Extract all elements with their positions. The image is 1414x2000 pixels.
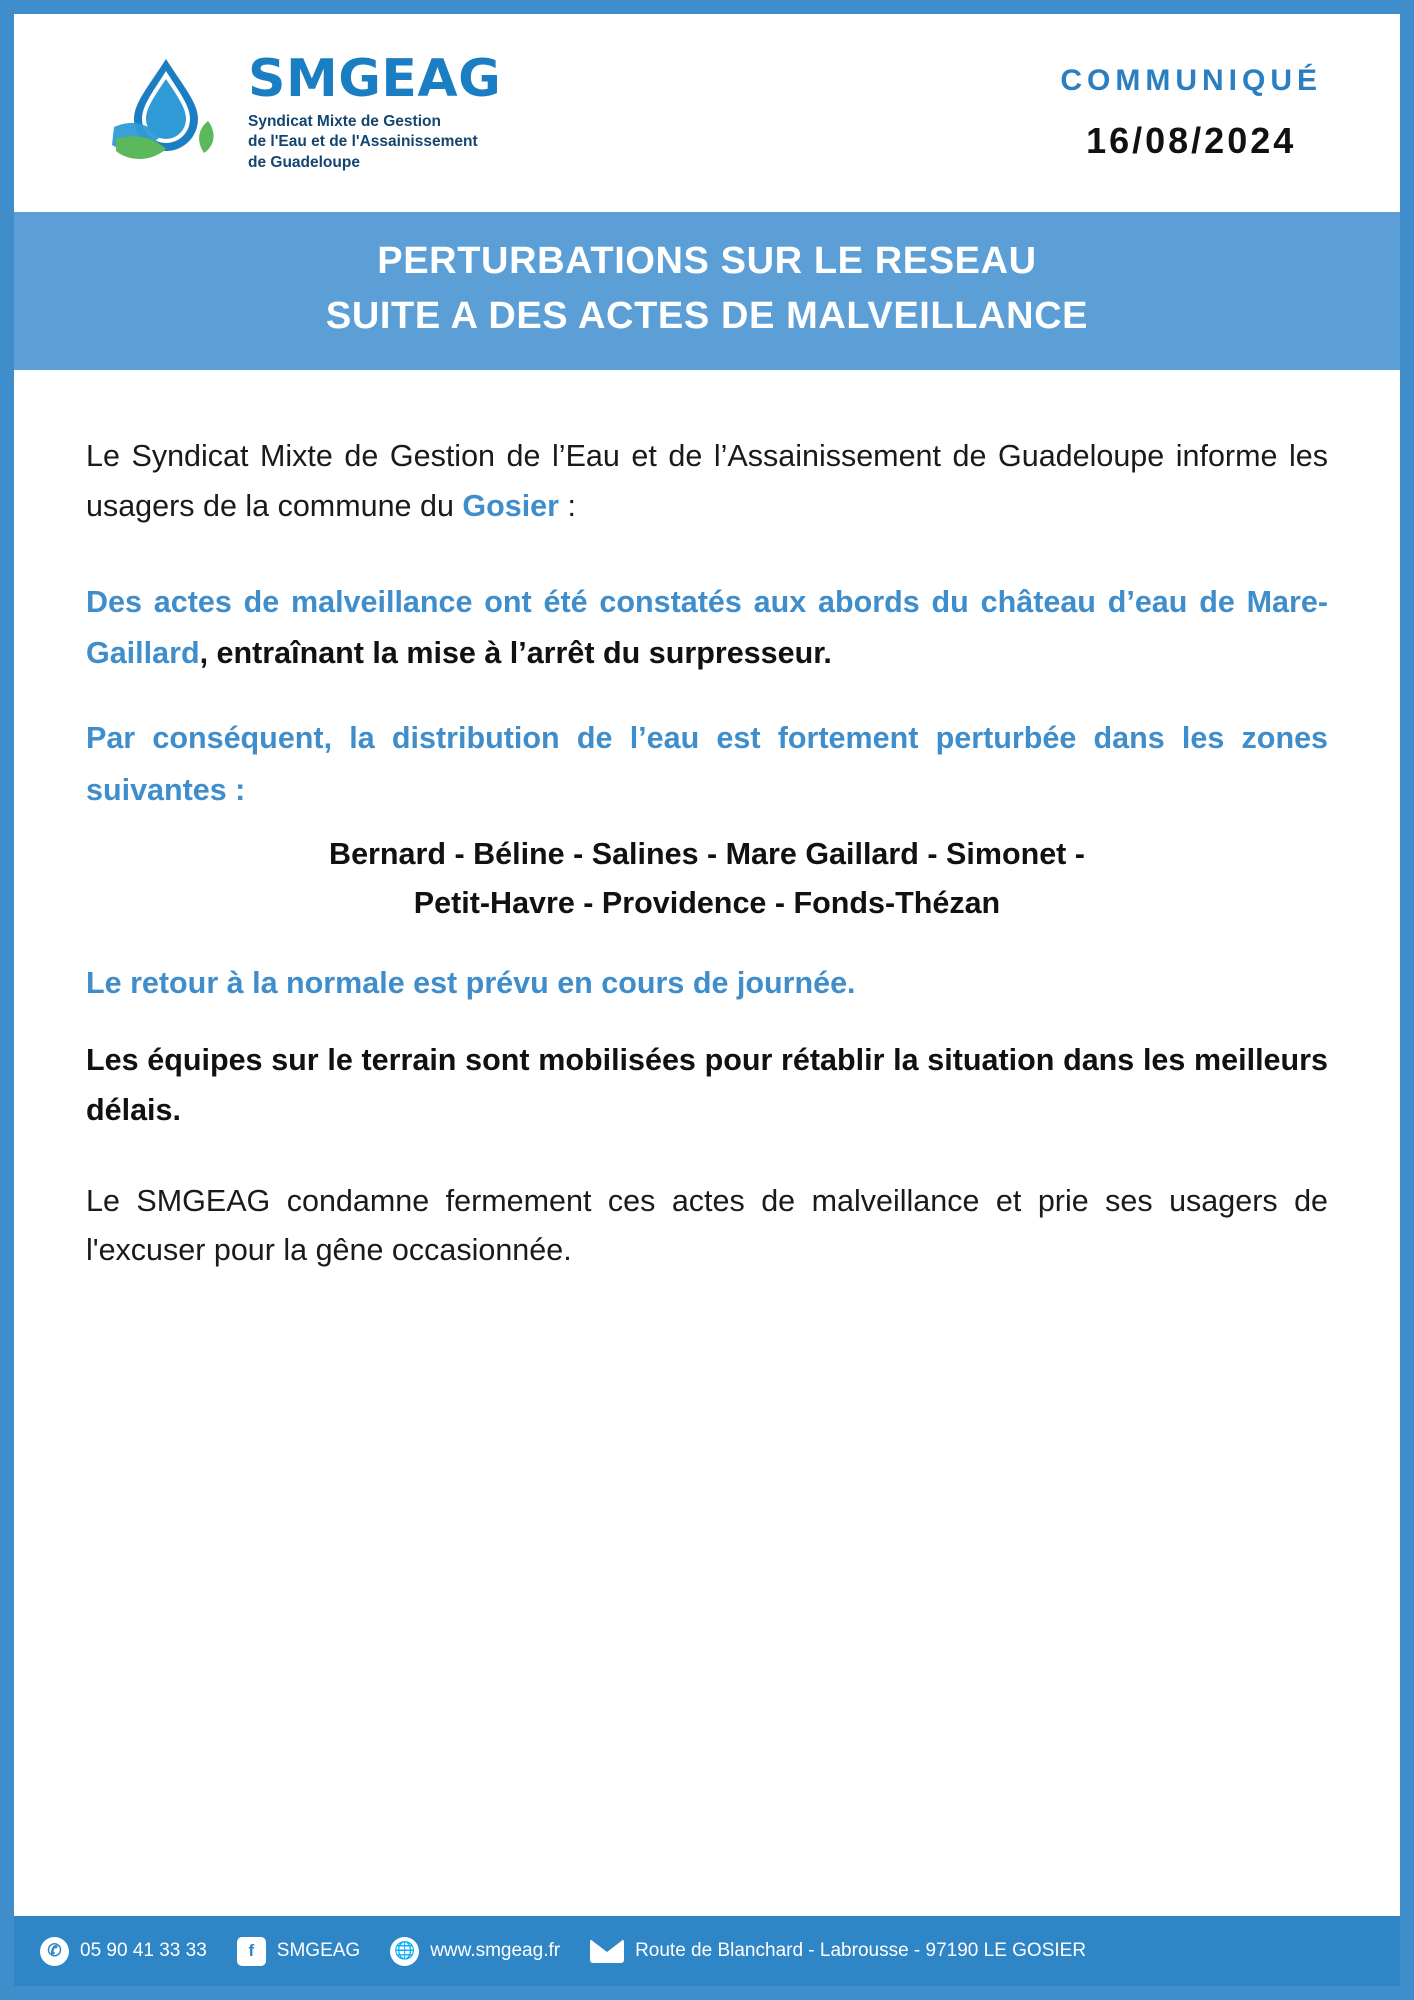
poster-sheet <box>14 14 1400 1986</box>
brand-subtitle-line-1: Syndicat Mixte de Gestion <box>248 112 441 130</box>
vandalism-consequence: , entraînant la mise à l’arrêt du surpresseur. <box>199 636 832 671</box>
brand-subtitle-line-3: de Guadeloupe <box>248 153 360 171</box>
footer <box>14 1916 1400 1986</box>
globe-icon[interactable]: 🌐 <box>390 1937 419 1966</box>
brand-logo <box>104 48 502 174</box>
intro-text-part2: : <box>559 488 576 523</box>
disruption-paragraph: Par conséquent, la distribution de l’eau est fortement perturbée dans les zones suivantes : <box>86 721 1328 807</box>
affected-zones-line-2: Petit-Havre - Providence - Fonds-Thézan <box>413 886 1001 921</box>
water-drop-logo-icon <box>104 53 232 173</box>
footer-address <box>590 1939 1086 1963</box>
intro-text-part1: Le Syndicat Mixte de Gestion de l’Eau et de l’Assainissement de Guadeloupe informe les usagers de la commune du <box>86 439 1328 523</box>
intro-commune-name: Gosier <box>462 488 560 523</box>
footer-phone <box>40 1937 207 1966</box>
teams-mobilised-paragraph: Les équipes sur le terrain sont mobilisées pour rétablir la situation dans les meilleurs délais. <box>86 1043 1328 1127</box>
title-line-1: PERTURBATIONS SUR LE RESEAU <box>377 240 1037 282</box>
title-line-2: SUITE A DES ACTES DE MALVEILLANCE <box>325 295 1089 338</box>
footer-website[interactable] <box>390 1937 560 1966</box>
title-band <box>14 212 1400 370</box>
body-content <box>14 370 1400 1916</box>
brand-subtitle <box>248 112 501 174</box>
closing-paragraph: Le SMGEAG condamne fermement ces actes de malveillance et prie ses usagers de l'excuser pour la gêne occasionnée. <box>86 1183 1328 1268</box>
footer-facebook[interactable] <box>237 1937 360 1966</box>
return-to-normal-paragraph: Le retour à la normale est prévu en cours de journée. <box>86 965 856 1000</box>
communique-date: 16/08/2024 <box>1086 120 1297 161</box>
header <box>14 14 1400 212</box>
phone-icon: ✆ <box>40 1937 69 1966</box>
vandalism-highlight: Des actes de malveillance ont été constatés aux abords du château d’eau de Mare-Gaillard <box>86 585 1328 671</box>
header-meta <box>1060 64 1374 162</box>
footer-phone-text: 05 90 41 33 33 <box>80 1940 207 1961</box>
footer-address-text: Route de Blanchard - Labrousse - 97190 LE GOSIER <box>635 1940 1087 1961</box>
brand-subtitle-line-2: de l'Eau et de l'Assainissement <box>248 133 478 151</box>
footer-facebook-text: SMGEAG <box>276 1940 361 1961</box>
brand-title: SMGEAG <box>248 48 502 109</box>
affected-zones-line-1: Bernard - Béline - Salines - Mare Gaillard - Simonet - <box>329 836 1085 871</box>
mail-icon <box>590 1939 624 1963</box>
facebook-icon[interactable]: f <box>237 1937 266 1966</box>
intro-paragraph <box>86 432 1328 531</box>
affected-zones <box>86 830 1328 929</box>
footer-website-text[interactable]: www.smgeag.fr <box>430 1940 561 1961</box>
vandalism-paragraph <box>86 577 1328 679</box>
communique-label: COMMUNIQUÉ <box>1060 64 1322 97</box>
brand-text <box>248 48 502 174</box>
